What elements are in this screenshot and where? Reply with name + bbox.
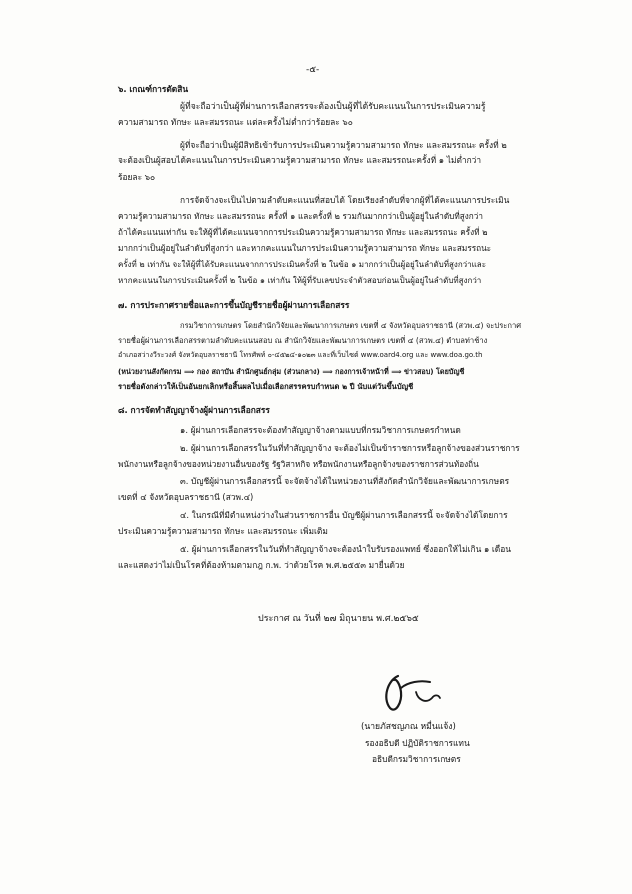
signature-image [368, 658, 448, 718]
section6-line: ผู้ที่จะถือว่าเป็นผู้ที่ผ่านการเลือกสรรจะต้องเป็นผู้ที่ได้รับคะแนนในการประเมินความรู้ [180, 102, 486, 112]
section8-line: ๔. ในกรณีที่มีตำแหน่งว่างในส่วนราชการอื่น บัญชีผู้ผ่านการเลือกสรรนี้ จะจัดจ้างได้โดยการ [180, 510, 508, 520]
section8-line: ๓. บัญชีผู้ผ่านการเลือกสรรนี้ จะจัดจ้างได้ในหน่วยงานที่สังกัดสำนักวิจัยและพัฒนาการเกษตร [180, 476, 510, 486]
section8-line: ๑. ผู้ผ่านการเลือกสรรจะต้องทำสัญญาจ้างตามแบบที่กรมวิชาการเกษตรกำหนด [180, 425, 461, 435]
section6-line: มากกว่าเป็นผู้อยู่ในลำดับที่สูงกว่า และหากคะแนนในการประเมินความรู้ความสามารถ ทักษะ และสมรรถนะ [118, 243, 492, 253]
section8-line: ประเมินความรู้ความสามารถ ทักษะ และสมรรถนะ เพิ่มเติม [118, 526, 328, 536]
section7-line: อำเภอสว่างวีระวงศ์ จังหวัดอุบลราชธานี โทรศัพท์ ๐-๔๕๒๔-๑๐๒๓ และที่เว็บไซต์ www.oard4.org และ www.doa.go.th [118, 351, 483, 359]
signer-name: (นายภัสชญภณ หมื่นแจ้ง) [361, 722, 456, 732]
section7-line: กรมวิชาการเกษตร โดยสำนักวิจัยและพัฒนาการเกษตร เขตที่ ๔ จังหวัดอุบลราชธานี (สวพ.๔) จะประกาศ [180, 321, 522, 330]
section7-line: รายชื่อดังกล่าวให้เป็นอันยกเลิกหรือสิ้นผลไปเมื่อเลือกสรรครบกำหนด ๒ ปี นับแต่วันขึ้นบัญชี [118, 382, 414, 391]
section8-line: ๕. ผู้ผ่านการเลือกสรรในวันที่ทำสัญญาจ้างจะต้องนำใบรับรองแพทย์ ซึ่งออกให้ไม่เกิน ๑ เดือน [180, 544, 511, 554]
section6-line: ผู้ที่จะถือว่าเป็นผู้มีสิทธิเข้ารับการประเมินความรู้ความสามารถ ทักษะ และสมรรถนะ ครั้งที่ ๒ [180, 140, 507, 150]
signer-title: อธิบดีกรมวิชาการเกษตร [372, 754, 461, 764]
signer-title: รองอธิบดี ปฏิบัติราชการแทน [365, 738, 470, 748]
section6-heading: ๖. เกณฑ์การตัดสิน [118, 84, 189, 94]
section6-line: ร้อยละ ๖๐ [118, 172, 156, 182]
section6-line: ความรู้ความสามารถ ทักษะ และสมรรถนะ ครั้งที่ ๑ และครั้งที่ ๒ รวมกันมากกว่าเป็นผู้อยู่ในลำดับที่สูงกว่า [118, 211, 483, 221]
section7-line: (หน่วยงานสังกัดกรม ⟹ กอง สถาบัน สำนักศูนย์กลุ่ม (ส่วนกลาง) ⟹ กองการเจ้าหน้าที่ ⟹ ข่าวสอบ) โดยบัญชี [118, 367, 465, 376]
section6-line: การจัดจ้างจะเป็นไปตามลำดับคะแนนที่สอบได้ โดยเรียงลำดับที่จากผู้ที่ได้คะแนนการประเมิน [180, 195, 510, 205]
section6-line: จะต้องเป็นผู้สอบได้คะแนนในการประเมินความรู้ความสามารถ ทักษะ และสมรรถนะครั้งที่ ๑ ไม่ต่ำกว่า [118, 155, 482, 165]
section7-line: รายชื่อผู้ผ่านการเลือกสรรตามลำดับคะแนนสอบ ณ สำนักวิจัยและพัฒนาการเกษตร เขตที่ ๔ (สวพ.๔) ตำบลท่าช้าง [118, 336, 488, 345]
section8-line: เขตที่ ๔ จังหวัดอุบลราชธานี (สวพ.๔) [118, 492, 254, 502]
section8-line: ๒. ผู้ผ่านการเลือกสรรในวันที่ทำสัญญาจ้าง จะต้องไม่เป็นข้าราชการหรือลูกจ้างของส่วนราชการ [180, 443, 520, 453]
section6-line: ถ้าได้คะแนนเท่ากัน จะให้ผู้ที่ได้คะแนนจากการประเมินความรู้ความสามารถ ทักษะ และสมรรถนะ ครั้งที่ ๒ [118, 227, 488, 237]
section8-heading: ๘. การจัดทำสัญญาจ้างผู้ผ่านการเลือกสรร [118, 405, 270, 415]
announcement-date: ประกาศ ณ วันที่ ๒๗ มิถุนายน พ.ศ.๒๕๖๕ [258, 614, 419, 624]
section6-line: ความสามารถ ทักษะ และสมรรถนะ แต่ละครั้งไม่ต่ำกว่าร้อยละ ๖๐ [118, 117, 353, 127]
section7-heading: ๗. การประกาศรายชื่อและการขึ้นบัญชีรายชื่อผู้ผ่านการเลือกสรร [118, 300, 350, 310]
page-number: -๕- [306, 65, 320, 75]
section8-line: พนักงานหรือลูกจ้างของหน่วยงานอื่นของรัฐ รัฐวิสาหกิจ หรือพนักงานหรือลูกจ้างของราชการส่วนท้องถิ่น [118, 459, 479, 469]
section8-line: และแสดงว่าไม่เป็นโรคที่ต้องห้ามตามกฎ ก.พ. ว่าด้วยโรค พ.ศ.๒๕๕๓ มายื่นด้วย [118, 560, 405, 570]
section6-line: หากคะแนนในการประเมินครั้งที่ ๒ ในข้อ ๑ เท่ากัน ให้ผู้ที่รับเลขประจำตัวสอบก่อนเป็นผู้อยู่ในลำดับที่สูงกว่า [118, 276, 482, 285]
section6-line: ครั้งที่ ๒ เท่ากัน จะให้ผู้ที่ได้รับคะแนนจากการประเมินครั้งที่ ๒ ในข้อ ๑ มากกว่าเป็นผู้อยู่ในลำดับที่สูงกว่าและ [118, 260, 486, 269]
